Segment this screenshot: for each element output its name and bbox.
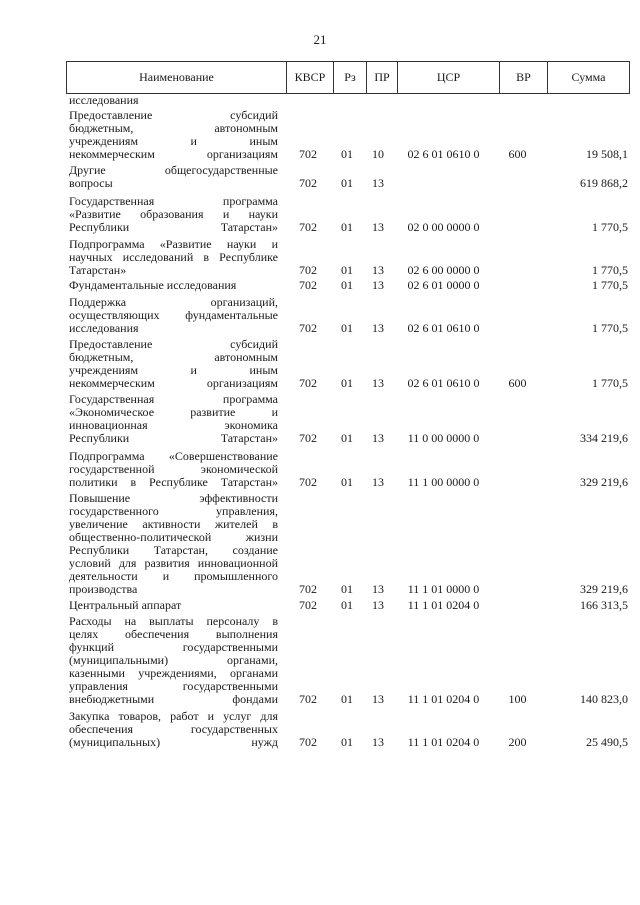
row-name-line: производства xyxy=(69,582,138,596)
table-row xyxy=(66,710,630,749)
row-kvsr: 702 xyxy=(299,263,317,277)
row-csr: 02 6 01 0610 0 xyxy=(407,321,480,335)
row-csr: 02 6 00 0000 0 xyxy=(407,263,480,277)
row-csr: 11 1 01 0204 0 xyxy=(407,598,480,612)
row-name-line: Государственная программа xyxy=(69,392,278,406)
row-name-line: Фундаментальные исследования xyxy=(69,278,237,292)
row-name-line: Подпрограмма «Совершенствование xyxy=(69,449,278,463)
row-name-line: государственной экономической xyxy=(69,462,278,476)
row-sum: 329 219,6 xyxy=(580,475,628,489)
row-name xyxy=(66,393,285,445)
row-sum: 166 313,5 xyxy=(580,598,628,612)
row-name-line: Республики Татарстан, создание xyxy=(69,543,278,557)
row-kvsr: 702 xyxy=(299,582,317,596)
table-row xyxy=(66,109,630,161)
row-name-line: (муниципальными) органами, xyxy=(69,653,278,667)
row-name-line: управления государственными xyxy=(69,679,278,693)
header-csr: ЦСР xyxy=(397,62,499,93)
row-kvsr: 702 xyxy=(299,376,317,390)
row-kvsr: 702 xyxy=(299,735,317,749)
row-pr: 10 xyxy=(372,147,384,161)
row-name-line: Подпрограмма «Развитие науки и xyxy=(69,237,278,251)
row-kvsr: 702 xyxy=(299,278,317,292)
table-row xyxy=(66,338,630,390)
row-kvsr: 702 xyxy=(299,147,317,161)
row-name-line: казенными учреждениями, органами xyxy=(69,666,278,680)
table-row xyxy=(66,238,630,277)
row-name-line: политики в Республике Татарстан» xyxy=(69,475,278,489)
row-sum: 329 219,6 xyxy=(580,582,628,596)
row-vr: 200 xyxy=(508,735,527,749)
header-kvsr: КВСР xyxy=(286,62,333,93)
header-vr: ВР xyxy=(499,62,547,93)
row-csr: 11 1 01 0000 0 xyxy=(407,582,480,596)
table-row xyxy=(66,492,630,596)
row-csr: 11 0 00 0000 0 xyxy=(407,431,480,445)
row-name-line: некоммерческим организациям xyxy=(69,376,278,390)
header-sum: Сумма xyxy=(547,62,629,93)
row-name-line: исследования xyxy=(69,93,139,107)
row-kvsr: 702 xyxy=(299,475,317,489)
row-kvsr: 702 xyxy=(299,598,317,612)
row-name-line: Республики Татарстан» xyxy=(69,220,278,234)
row-pr: 13 xyxy=(372,598,384,612)
row-csr: 02 6 01 0000 0 xyxy=(407,278,480,292)
row-name-line: Республики Татарстан» xyxy=(69,431,278,445)
row-name-line: увеличение активности жителей в xyxy=(69,517,278,531)
row-sum: 1 770,5 xyxy=(592,220,628,234)
row-name-line: Повышение эффективности xyxy=(69,491,278,505)
row-pr: 13 xyxy=(372,278,384,292)
row-name-line: внебюджетными фондами xyxy=(69,692,278,706)
row-name-line: вопросы xyxy=(69,176,113,190)
row-csr: 02 6 01 0610 0 xyxy=(407,147,480,161)
header-rz: Рз xyxy=(333,62,366,93)
budget-table xyxy=(66,61,630,749)
row-name-line: учреждениям и иным xyxy=(69,134,278,148)
row-pr: 13 xyxy=(372,582,384,596)
row-sum: 140 823,0 xyxy=(580,692,628,706)
row-name xyxy=(66,450,285,489)
row-csr: 11 1 01 0204 0 xyxy=(407,735,480,749)
row-name xyxy=(66,615,285,706)
row-kvsr: 702 xyxy=(299,431,317,445)
row-rz: 01 xyxy=(341,431,353,445)
row-rz: 01 xyxy=(341,735,353,749)
table-row xyxy=(66,296,630,335)
row-pr: 13 xyxy=(372,692,384,706)
row-rz: 01 xyxy=(341,220,353,234)
row-csr: 02 6 01 0610 0 xyxy=(407,376,480,390)
row-name xyxy=(66,338,285,390)
table-row xyxy=(66,599,630,612)
row-rz: 01 xyxy=(341,598,353,612)
row-name-line: Расходы на выплаты персоналу в xyxy=(69,614,278,628)
row-name-line: деятельности и промышленного xyxy=(69,569,278,583)
row-pr: 13 xyxy=(372,431,384,445)
row-kvsr: 702 xyxy=(299,321,317,335)
row-pr: 13 xyxy=(372,263,384,277)
row-name-line: бюджетным, автономным xyxy=(69,350,278,364)
row-name xyxy=(66,164,285,190)
row-name xyxy=(66,94,285,107)
row-sum: 19 508,1 xyxy=(586,147,628,161)
row-kvsr: 702 xyxy=(299,176,317,190)
table-row xyxy=(66,94,630,107)
row-name-line: Государственная программа xyxy=(69,194,278,208)
row-pr: 13 xyxy=(372,475,384,489)
row-name-line: обеспечения государственных xyxy=(69,722,278,736)
row-rz: 01 xyxy=(341,176,353,190)
row-name xyxy=(66,238,285,277)
row-name-line: Предоставление субсидий xyxy=(69,337,278,351)
table-row xyxy=(66,279,630,292)
header-name: Наименование xyxy=(139,70,214,84)
row-name-line: учреждениям и иным xyxy=(69,363,278,377)
row-rz: 01 xyxy=(341,475,353,489)
table-row xyxy=(66,195,630,234)
row-name-line: Другие общегосударственные xyxy=(69,163,278,177)
row-name-line: бюджетным, автономным xyxy=(69,121,278,135)
row-sum: 334 219,6 xyxy=(580,431,628,445)
row-name-line: Татарстан» xyxy=(69,263,127,277)
row-sum: 1 770,5 xyxy=(592,376,628,390)
table-body xyxy=(66,94,630,749)
row-pr: 13 xyxy=(372,376,384,390)
table-header xyxy=(66,61,630,94)
row-name-line: Закупка товаров, работ и услуг для xyxy=(69,709,278,723)
row-name-line: государственного управления, xyxy=(69,504,278,518)
row-rz: 01 xyxy=(341,147,353,161)
row-name-line: Центральный аппарат xyxy=(69,598,182,612)
row-csr: 11 1 00 0000 0 xyxy=(407,475,480,489)
row-name-line: инновационная экономика xyxy=(69,418,278,432)
table-row xyxy=(66,393,630,445)
header-pr: ПР xyxy=(366,62,397,93)
row-pr: 13 xyxy=(372,220,384,234)
row-name-line: «Развитие образования и науки xyxy=(69,207,278,221)
row-csr: 11 1 01 0204 0 xyxy=(407,692,480,706)
row-name xyxy=(66,296,285,335)
row-name xyxy=(66,492,285,596)
row-sum: 1 770,5 xyxy=(592,263,628,277)
row-kvsr: 702 xyxy=(299,692,317,706)
row-name-line: научных исследований в Республике xyxy=(69,250,278,264)
table-row xyxy=(66,450,630,489)
row-rz: 01 xyxy=(341,278,353,292)
row-sum: 1 770,5 xyxy=(592,321,628,335)
row-rz: 01 xyxy=(341,321,353,335)
row-name xyxy=(66,599,285,612)
row-name-line: условий для развития инновационной xyxy=(69,556,278,570)
row-pr: 13 xyxy=(372,176,384,190)
row-name-line: осуществляющих фундаментальные xyxy=(69,308,278,322)
row-kvsr: 702 xyxy=(299,220,317,234)
table-row xyxy=(66,615,630,706)
row-name-line: общественно-политической жизни xyxy=(69,530,278,544)
row-rz: 01 xyxy=(341,692,353,706)
row-vr: 100 xyxy=(508,692,527,706)
row-pr: 13 xyxy=(372,735,384,749)
row-name-line: Предоставление субсидий xyxy=(69,108,278,122)
row-sum: 619 868,2 xyxy=(580,176,628,190)
row-rz: 01 xyxy=(341,263,353,277)
row-name xyxy=(66,710,285,749)
row-rz: 01 xyxy=(341,376,353,390)
row-name-line: целях обеспечения выполнения xyxy=(69,627,278,641)
row-name xyxy=(66,109,285,161)
row-name-line: некоммерческим организациям xyxy=(69,147,278,161)
row-name xyxy=(66,279,285,292)
row-name xyxy=(66,195,285,234)
row-pr: 13 xyxy=(372,321,384,335)
row-name-line: «Экономическое развитие и xyxy=(69,405,278,419)
row-name-line: исследования xyxy=(69,321,139,335)
row-csr: 02 0 00 0000 0 xyxy=(407,220,480,234)
row-name-line: Поддержка организаций, xyxy=(69,295,278,309)
row-name-line: функций государственными xyxy=(69,640,278,654)
row-sum: 1 770,5 xyxy=(592,278,628,292)
row-sum: 25 490,5 xyxy=(586,735,628,749)
row-name-line: (муниципальных) нужд xyxy=(69,735,278,749)
page-number: 21 xyxy=(313,32,327,47)
row-vr: 600 xyxy=(508,147,527,161)
row-vr: 600 xyxy=(508,376,527,390)
table-row xyxy=(66,164,630,190)
row-rz: 01 xyxy=(341,582,353,596)
